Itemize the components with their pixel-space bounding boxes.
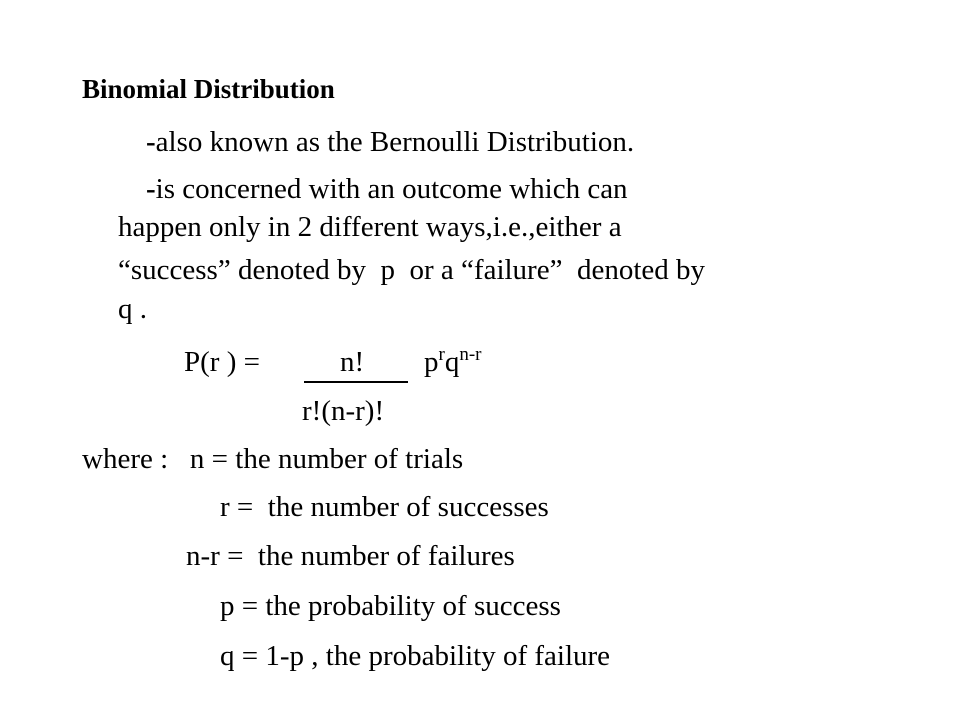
where-line — [82, 442, 463, 476]
concern-line-2: happen only in 2 different ways,i.e.,either a — [118, 211, 622, 243]
aka-text: also known as the Bernoulli Distribution. — [155, 126, 635, 158]
where-label: where : — [82, 443, 169, 475]
formula-denominator: r!(n-r)! — [302, 395, 385, 427]
def-p: p = the probability of success — [220, 590, 561, 622]
formula-p-exponent: r — [438, 344, 445, 365]
concern-text-1: is concerned with an outcome which can — [155, 173, 628, 205]
def-n-minus-r: n-r = the number of failures — [186, 540, 515, 572]
fraction-bar — [304, 381, 408, 383]
concern-line-3: “success” denoted by p or a “failure” denoted by — [118, 254, 706, 286]
formula-p: p — [424, 346, 439, 378]
formula-lhs: P(r ) = — [184, 346, 260, 378]
concern-line-1 — [146, 172, 628, 206]
bullet-dash: - — [146, 126, 156, 158]
formula-power-terms — [424, 345, 481, 383]
formula-q-exponent: n-r — [459, 344, 482, 365]
def-r: r = the number of successes — [220, 491, 549, 523]
aka-line — [146, 125, 634, 159]
formula-numerator: n! — [340, 346, 365, 378]
slide-title: Binomial Distribution — [82, 74, 335, 104]
bullet-dash: - — [146, 173, 156, 205]
concern-line-4: q . — [118, 293, 147, 325]
def-n: n = the number of trials — [189, 443, 464, 475]
def-q: q = 1-p , the probability of failure — [220, 640, 611, 672]
formula-q: q — [444, 346, 460, 378]
